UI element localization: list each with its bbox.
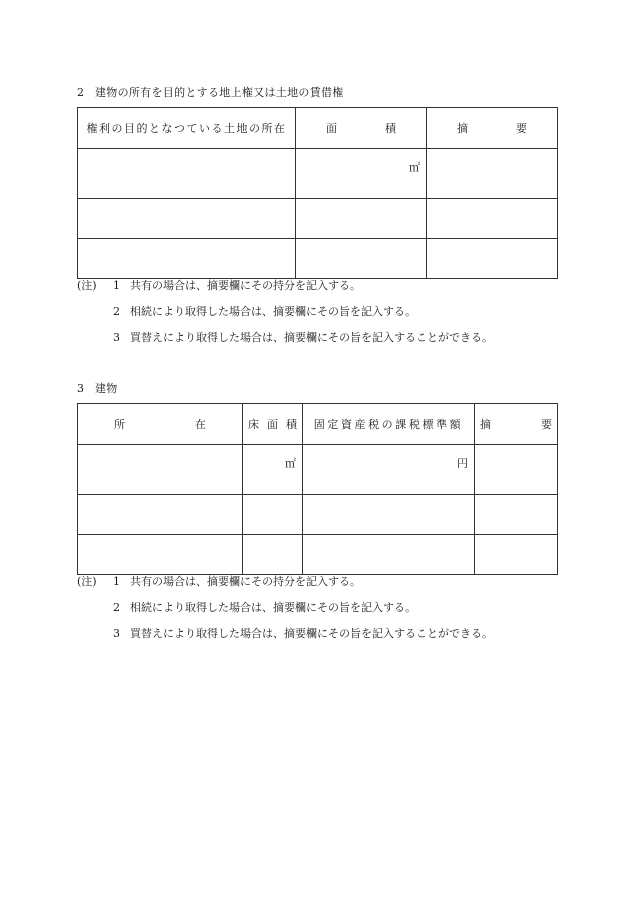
building-remarks-cell[interactable] xyxy=(475,495,558,535)
note-indent xyxy=(77,601,113,627)
land-location-cell[interactable] xyxy=(78,239,296,279)
note-number: 1 xyxy=(113,279,120,292)
header-remarks-char2: 要 xyxy=(516,122,527,135)
note-text: 相続により取得した場合は、摘要欄にその旨を記入する。 xyxy=(130,305,416,318)
building-floor-area-cell[interactable] xyxy=(243,445,303,495)
header-location-char1: 所 xyxy=(114,418,125,431)
floor-area-unit-label: ㎡ xyxy=(285,457,296,470)
building-remarks-cell[interactable] xyxy=(475,535,558,575)
building-location-cell[interactable] xyxy=(78,445,243,495)
note-number: 2 xyxy=(113,601,120,614)
header-assessed-value-text: 固定資産税の課税標準額 xyxy=(313,418,464,431)
header-location-char2: 在 xyxy=(195,418,206,431)
land-remarks-cell[interactable] xyxy=(427,149,558,199)
header-floor-char3: 積 xyxy=(286,418,297,431)
note-number: 1 xyxy=(113,575,120,588)
notes-label: (注) xyxy=(77,575,97,588)
assessed-value-cell[interactable] xyxy=(303,495,475,535)
header-area-char1: 面 xyxy=(326,122,337,135)
header-b-remarks-char1: 摘 xyxy=(480,418,491,431)
header-remarks xyxy=(427,108,558,149)
notes-label: (注) xyxy=(77,279,97,292)
land-location-cell[interactable] xyxy=(78,149,296,199)
building-floor-area-cell[interactable] xyxy=(243,535,303,575)
land-remarks-cell[interactable] xyxy=(427,239,558,279)
header-floor-char2: 面 xyxy=(267,418,278,431)
table-row xyxy=(78,495,558,535)
note-item xyxy=(77,627,493,653)
header-building-remarks xyxy=(475,404,558,445)
header-floor-area xyxy=(243,404,303,445)
land-area-cell[interactable] xyxy=(296,149,427,199)
land-remarks-cell[interactable] xyxy=(427,199,558,239)
note-number: 3 xyxy=(113,331,120,344)
assessed-value-cell[interactable] xyxy=(303,445,475,495)
note-indent xyxy=(77,305,113,331)
section3-number: 3 xyxy=(77,382,85,395)
table-row xyxy=(78,149,558,199)
building-table xyxy=(77,403,558,575)
assessed-value-cell[interactable] xyxy=(303,535,475,575)
header-area xyxy=(296,108,427,149)
note-text: 買替えにより取得した場合は、摘要欄にその旨を記入することができる。 xyxy=(130,627,493,640)
note-item xyxy=(77,601,493,627)
note-item xyxy=(77,279,493,305)
land-area-cell[interactable] xyxy=(296,199,427,239)
building-location-cell[interactable] xyxy=(78,495,243,535)
header-area-char2: 積 xyxy=(385,122,396,135)
section2-heading xyxy=(77,84,344,100)
header-remarks-char1: 摘 xyxy=(457,122,468,135)
header-assessed-value xyxy=(303,404,475,445)
header-building-location xyxy=(78,404,243,445)
section3-title: 建物 xyxy=(95,382,118,395)
building-remarks-cell[interactable] xyxy=(475,445,558,495)
section2-number: 2 xyxy=(77,86,85,99)
note-indent xyxy=(77,627,113,653)
header-land-location-text: 権利の目的となつている土地の所在 xyxy=(86,122,287,135)
section3-notes xyxy=(77,575,493,653)
header-floor-char1: 床 xyxy=(248,418,259,431)
land-area-cell[interactable] xyxy=(296,239,427,279)
header-b-remarks-char2: 要 xyxy=(541,418,552,431)
note-number: 2 xyxy=(113,305,120,318)
table-row xyxy=(78,445,558,495)
note-text: 買替えにより取得した場合は、摘要欄にその旨を記入することができる。 xyxy=(130,331,493,344)
building-header-row xyxy=(78,404,558,445)
area-unit-label: ㎡ xyxy=(409,161,420,174)
note-text: 共有の場合は、摘要欄にその持分を記入する。 xyxy=(130,279,361,292)
yen-unit-label: 円 xyxy=(457,457,468,470)
note-text: 相続により取得した場合は、摘要欄にその旨を記入する。 xyxy=(130,601,416,614)
land-rights-header-row xyxy=(78,108,558,149)
section2-notes xyxy=(77,279,493,357)
section2-title: 建物の所有を目的とする地上権又は土地の賃借権 xyxy=(95,86,344,99)
building-floor-area-cell[interactable] xyxy=(243,495,303,535)
header-land-location xyxy=(78,108,296,149)
building-location-cell[interactable] xyxy=(78,535,243,575)
note-item xyxy=(77,331,493,357)
land-rights-table xyxy=(77,107,558,279)
table-row xyxy=(78,535,558,575)
note-number: 3 xyxy=(113,627,120,640)
section3-heading xyxy=(77,380,118,396)
table-row xyxy=(78,199,558,239)
note-item xyxy=(77,575,493,601)
table-row xyxy=(78,239,558,279)
land-location-cell[interactable] xyxy=(78,199,296,239)
note-item xyxy=(77,305,493,331)
note-text: 共有の場合は、摘要欄にその持分を記入する。 xyxy=(130,575,361,588)
note-indent xyxy=(77,331,113,357)
